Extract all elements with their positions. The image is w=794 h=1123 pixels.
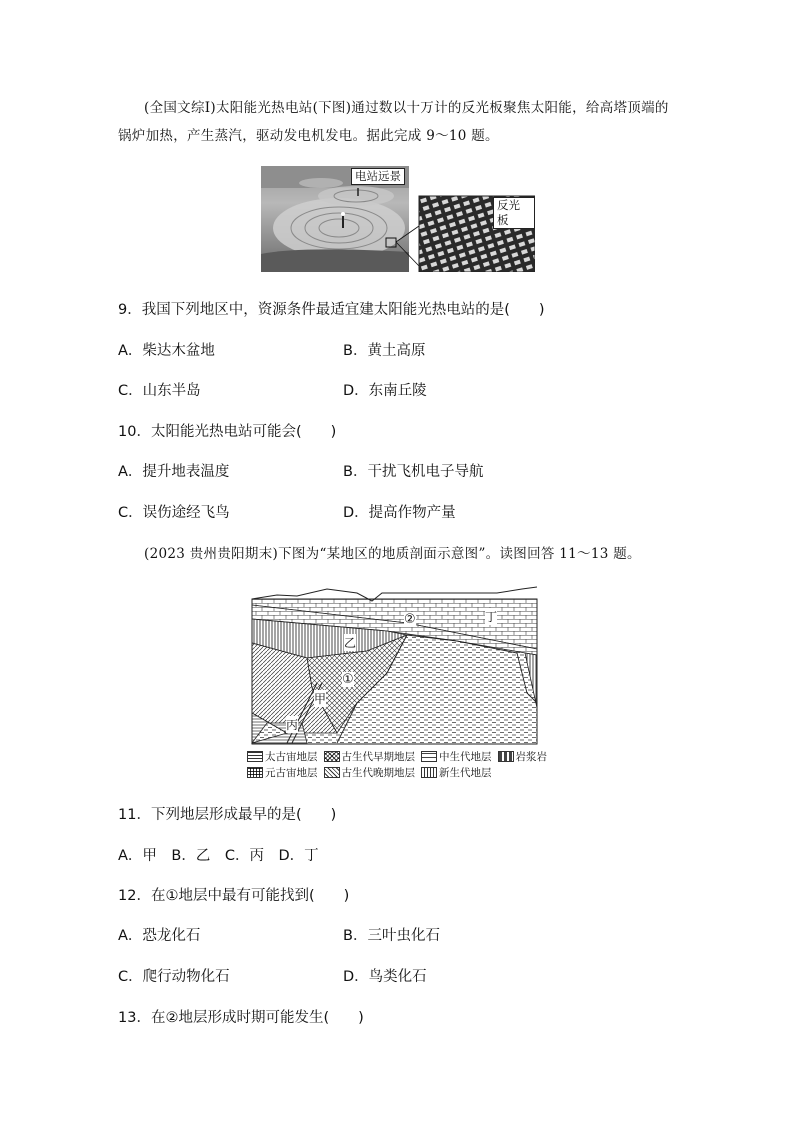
intro-2-line-1: (2023 贵州贵阳期末)下图为“某地区的地质剖面示意图”。读图回答 11～13 题。	[144, 546, 641, 562]
swatch-cross	[324, 751, 340, 762]
legend-text: 新生代地层	[439, 767, 492, 779]
legend-text: 岩浆岩	[515, 751, 547, 763]
label-two: ②	[404, 612, 416, 627]
legend-text: 太古宙地层	[265, 751, 318, 763]
solar-station-figure	[261, 166, 535, 272]
intro-1-line-2: 锅炉加热，产生蒸汽，驱动发电机发电。据此完成 9～10 题。	[118, 128, 499, 144]
question-12-stem: 12．在①地层中最有可能找到( )	[118, 888, 350, 904]
swatch-dash	[498, 751, 514, 762]
question-13-stem: 13．在②地层形成时期可能发生( )	[118, 1010, 364, 1026]
legend-item-early-paleozoic	[324, 749, 416, 764]
legend-item-archean	[247, 749, 318, 764]
reflector-label: 反光板	[493, 197, 535, 229]
question-12-option-a[interactable]: A．恐龙化石	[118, 928, 201, 944]
question-9-stem: 9．我国下列地区中，资源条件最适宜建太阳能光热电站的是( )	[118, 302, 545, 318]
legend-text: 古生代早期地层	[341, 751, 415, 763]
question-9-option-d[interactable]: D．东南丘陵	[343, 383, 427, 399]
question-12-option-c[interactable]: C．爬行动物化石	[118, 969, 230, 985]
far-view-label: 电站远景	[351, 168, 405, 185]
label-yi: 乙	[344, 636, 357, 650]
swatch-hlines	[247, 751, 263, 762]
swatch-diag	[324, 767, 340, 778]
legend-text: 古生代晚期地层	[341, 767, 415, 779]
legend-item-late-paleozoic	[324, 765, 416, 780]
intro-1-line-1: (全国文综Ⅰ)太阳能光热电站(下图)通过数以十万计的反光板聚焦太阳能，给高塔顶端的	[144, 100, 669, 116]
question-11-options[interactable]: A．甲 B．乙 C．丙 D．丁	[118, 848, 319, 864]
question-9-option-b[interactable]: B．黄土高原	[343, 343, 426, 359]
question-10-option-c[interactable]: C．误伤途经飞鸟	[118, 505, 230, 521]
question-10-option-d[interactable]: D．提高作物产量	[343, 505, 456, 521]
question-11-stem: 11．下列地层形成最早的是( )	[118, 807, 337, 823]
legend-item-cenozoic	[421, 765, 492, 780]
swatch-grid	[247, 767, 263, 778]
question-10-stem: 10．太阳能光热电站可能会( )	[118, 424, 337, 440]
swatch-brick	[421, 751, 437, 762]
legend-item-magmatic	[498, 749, 548, 764]
label-one: ①	[342, 672, 354, 687]
legend-row-2	[247, 765, 498, 780]
question-10-option-b[interactable]: B．干扰飞机电子导航	[343, 464, 484, 480]
label-ding: 丁	[485, 610, 498, 624]
question-9-option-c[interactable]: C．山东半岛	[118, 383, 201, 399]
question-10-option-a[interactable]: A．提升地表温度	[118, 464, 230, 480]
legend-item-mesozoic	[421, 749, 492, 764]
legend-row-1	[247, 749, 553, 764]
legend-text: 元古宙地层	[265, 767, 318, 779]
question-9-option-a[interactable]: A．柴达木盆地	[118, 343, 215, 359]
geologic-section-figure	[247, 583, 547, 783]
label-bing: 丙	[286, 718, 299, 732]
swatch-vlines	[421, 767, 437, 778]
label-jia: 甲	[314, 692, 327, 706]
legend-item-proterozoic	[247, 765, 318, 780]
question-12-option-b[interactable]: B．三叶虫化石	[343, 928, 440, 944]
question-12-option-d[interactable]: D．鸟类化石	[343, 969, 427, 985]
legend-text: 中生代地层	[439, 751, 492, 763]
